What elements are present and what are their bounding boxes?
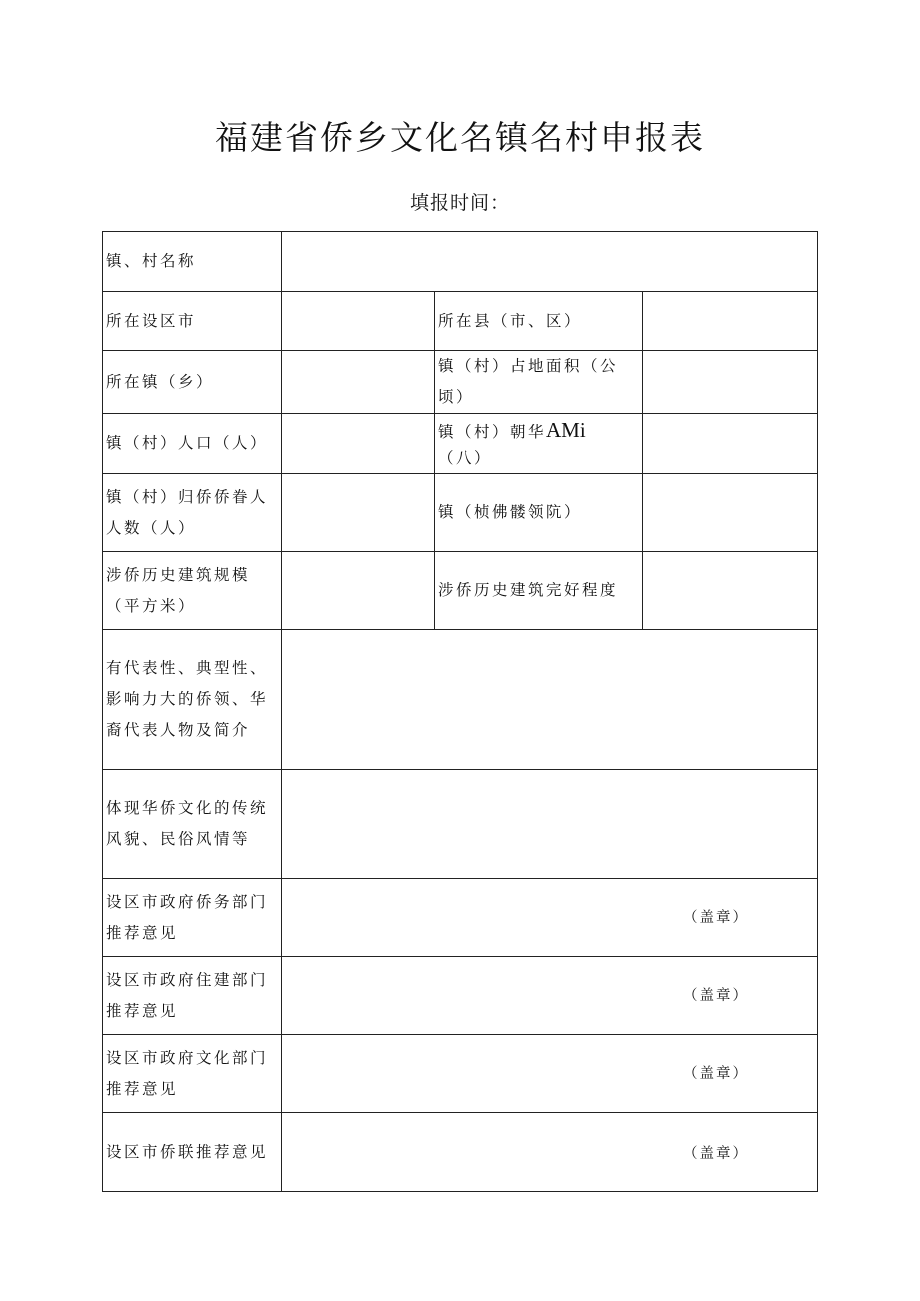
form-title: 福建省侨乡文化名镇名村申报表 — [215, 118, 705, 157]
row-returned-overseas — [103, 474, 818, 552]
field-county[interactable] — [643, 292, 818, 351]
stamp-label: （盖章） — [683, 1146, 750, 1162]
row-opinion-housing — [103, 957, 818, 1035]
field-town-village-name[interactable] — [282, 232, 818, 292]
row-population — [103, 414, 818, 474]
label-county: 所在县（市、区） — [435, 292, 643, 351]
label-population: 镇（村）人口（人） — [103, 414, 282, 474]
stamp-label: （盖章） — [683, 910, 750, 926]
label-opinion-culture: 设区市政府文化部门推荐意见 — [103, 1035, 282, 1113]
label-town-village-name: 镇、村名称 — [103, 232, 282, 292]
label-opinion-federation: 设区市侨联推荐意见 — [103, 1113, 282, 1192]
row-city — [103, 292, 818, 351]
field-opinion-housing[interactable] — [282, 957, 818, 1035]
field-opinion-overseas[interactable] — [282, 879, 818, 957]
label-opinion-overseas: 设区市政府侨务部门推荐意见 — [103, 879, 282, 957]
field-opinion-federation[interactable] — [282, 1113, 818, 1192]
label-city: 所在设区市 — [103, 292, 282, 351]
row-representatives — [103, 630, 818, 770]
field-town[interactable] — [282, 351, 435, 414]
row-town — [103, 351, 818, 414]
row-historic — [103, 552, 818, 630]
field-opinion-culture[interactable] — [282, 1035, 818, 1113]
field-city[interactable] — [282, 292, 435, 351]
label-historic-scale: 涉侨历史建筑规模（平方米） — [103, 552, 282, 630]
field-returned-overseas[interactable] — [282, 474, 435, 552]
label-returned-overseas: 镇（村）归侨侨眷人人数（人） — [103, 474, 282, 552]
row-culture — [103, 770, 818, 879]
label-representatives: 有代表性、典型性、影响力大的侨领、华裔代表人物及简介 — [103, 630, 282, 770]
label-area: 镇（村）占地面积（公顷） — [435, 351, 643, 414]
label-opinion-housing: 设区市政府住建部门推荐意见 — [103, 957, 282, 1035]
label-garbled-a — [435, 414, 643, 474]
field-garbled-a[interactable] — [643, 414, 818, 474]
label-garbled-a-latin: AMi — [546, 417, 586, 442]
label-garbled-b: 镇（桢佛髅领阬） — [435, 474, 643, 552]
field-representatives[interactable] — [282, 630, 818, 770]
label-garbled-a-line2: （八） — [438, 448, 493, 467]
row-opinion-federation — [103, 1113, 818, 1192]
field-area[interactable] — [643, 351, 818, 414]
stamp-label: （盖章） — [683, 988, 750, 1004]
row-opinion-culture — [103, 1035, 818, 1113]
row-opinion-overseas — [103, 879, 818, 957]
label-historic-condition: 涉侨历史建筑完好程度 — [435, 552, 643, 630]
label-town: 所在镇（乡） — [103, 351, 282, 414]
stamp-label: （盖章） — [683, 1066, 750, 1082]
row-name — [103, 232, 818, 292]
field-historic-scale[interactable] — [282, 552, 435, 630]
field-historic-condition[interactable] — [643, 552, 818, 630]
field-garbled-b[interactable] — [643, 474, 818, 552]
application-form-table — [102, 231, 818, 1192]
field-culture[interactable] — [282, 770, 818, 879]
label-garbled-a-cjk: 镇（村）朝华 — [438, 422, 547, 441]
fill-time-label: 填报时间： — [409, 192, 510, 214]
label-culture: 体现华侨文化的传统风貌、民俗风情等 — [103, 770, 282, 879]
field-population[interactable] — [282, 414, 435, 474]
